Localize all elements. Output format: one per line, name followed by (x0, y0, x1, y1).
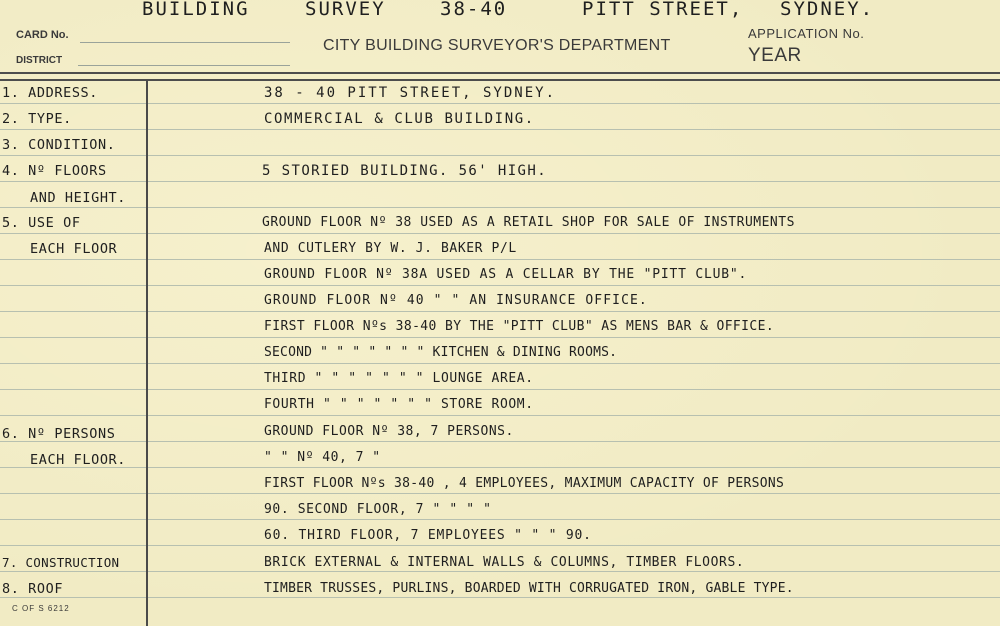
district-label: DISTRICT (16, 55, 63, 66)
label-roof: 8. ROOF (2, 581, 64, 597)
entry-construction: BRICK EXTERNAL & INTERNAL WALLS & COLUMNS, TIMBER FLOORS. (264, 555, 745, 570)
title-survey: SURVEY (305, 0, 386, 20)
entry-type: COMMERCIAL & CLUB BUILDING. (264, 111, 535, 127)
entry-roof: TIMBER TRUSSES, PURLINS, BOARDED WITH CORRUGATED IRON, GABLE TYPE. (264, 581, 794, 596)
entry-persons-line: 90. SECOND FLOOR, 7 " " " " (264, 502, 492, 517)
entry-use-line: GROUND FLOOR Nº 38 USED AS A RETAIL SHOP FOR SALE OF INSTRUMENTS (262, 215, 795, 230)
card-no-line (80, 42, 290, 43)
label-height: AND HEIGHT. (30, 190, 127, 206)
label-condition: 3. CONDITION. (2, 137, 116, 153)
district-line (78, 65, 290, 66)
entry-persons-line: " " Nº 40, 7 " (264, 450, 381, 465)
title-city: SYDNEY. (780, 0, 875, 20)
application-label: APPLICATION No. (748, 26, 865, 41)
entry-persons-line: 60. THIRD FLOOR, 7 EMPLOYEES " " " 90. (264, 528, 592, 543)
department-name: CITY BUILDING SURVEYOR'S DEPARTMENT (323, 37, 671, 54)
entry-use-line: SECOND " " " " " " " KITCHEN & DINING ROOMS. (264, 345, 618, 360)
entry-persons-line: GROUND FLOOR Nº 38, 7 PERSONS. (264, 424, 514, 439)
entry-use-line: AND CUTLERY BY W. J. BAKER P/L (264, 241, 517, 256)
label-persons: 6. Nº PERSONS (2, 426, 116, 442)
label-construction: 7. CONSTRUCTION (2, 555, 120, 570)
form-code: C OF S 6212 (12, 604, 70, 613)
entry-persons-line: FIRST FLOOR Nºs 38-40 , 4 EMPLOYEES, MAXIMUM CAPACITY OF PERSONS (264, 476, 785, 491)
title-building: BUILDING (142, 0, 250, 20)
card-no-label: CARD No. (16, 29, 69, 41)
entry-use-line: THIRD " " " " " " " LOUNGE AREA. (264, 371, 534, 386)
label-type: 2. TYPE. (2, 111, 72, 127)
label-address: 1. ADDRESS. (2, 85, 99, 101)
entry-address: 38 - 40 PITT STREET, SYDNEY. (264, 85, 557, 101)
entry-use-line: FIRST FLOOR Nºs 38-40 BY THE "PITT CLUB" AS MENS BAR & OFFICE. (264, 319, 775, 334)
entry-use-line: GROUND FLOOR Nº 38A USED AS A CELLAR BY THE "PITT CLUB". (264, 267, 748, 282)
entry-floors-height: 5 STORIED BUILDING. 56' HIGH. (262, 163, 548, 179)
entry-use-line: GROUND FLOOR Nº 40 " " AN INSURANCE OFFICE. (264, 293, 648, 308)
year-label: YEAR (748, 45, 802, 66)
title-number: 38-40 (440, 0, 508, 20)
label-floors: 4. Nº FLOORS (2, 163, 107, 179)
label-use: 5. USE OF (2, 215, 81, 231)
label-column-divider (146, 80, 148, 626)
title-street: PITT STREET, (582, 0, 744, 20)
label-each-floor: EACH FLOOR (30, 241, 118, 257)
entry-use-line: FOURTH " " " " " " " STORE ROOM. (264, 397, 534, 412)
label-persons-each-floor: EACH FLOOR. (30, 452, 127, 468)
